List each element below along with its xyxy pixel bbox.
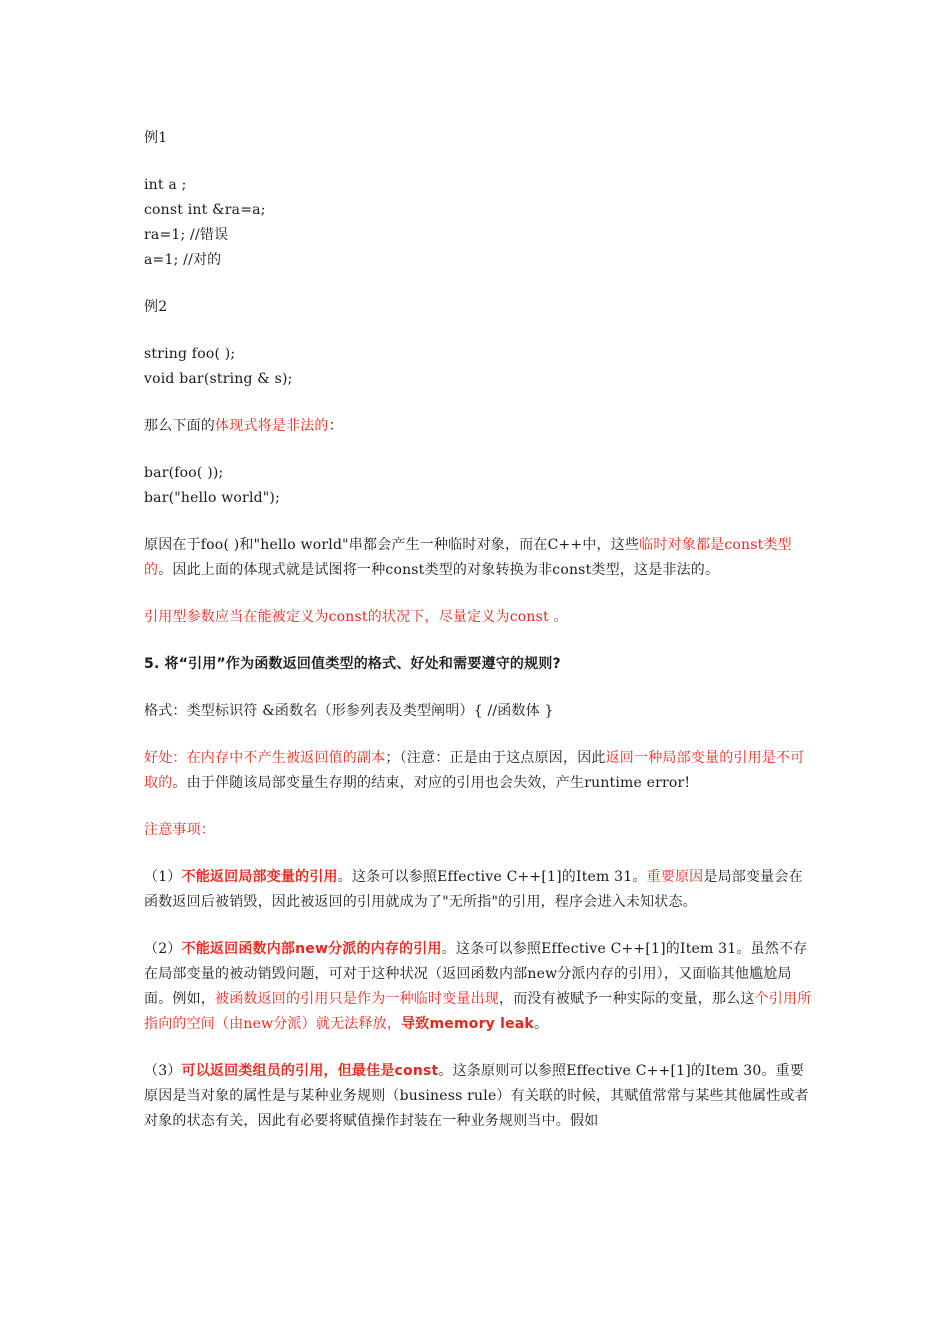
notes-label: 注意事项：: [144, 822, 215, 838]
highlight-text: 个引用所指向的空间（由new分派）就无法释放，: [144, 991, 812, 1032]
item-number: （1）: [144, 869, 182, 885]
text-span: 。这条可以参照Effective C++[1]的Item 31。虽然不存在局部变量的被动销毁问题，可对于这种状况（返回函数内部new分派内存的引用），又面临其他尴尬局面。例如，: [144, 941, 808, 1007]
code-line: a=1; //对的: [144, 252, 222, 268]
note-item-2: [144, 937, 812, 1037]
illegal-intro: [144, 414, 812, 439]
text-span: 。因此上面的体现式就是试图将一种const类型的对象转换为非const类型，这是非法的。: [158, 562, 720, 578]
text-span: ：: [328, 418, 343, 434]
code-line: bar("hello world");: [144, 490, 281, 506]
illegal-code: [144, 461, 812, 511]
text-span: ；（注意：正是由于这点原因，因此: [385, 750, 606, 766]
example2-code: [144, 342, 812, 392]
example1-code: [144, 173, 812, 273]
text-span: 那么下面的: [144, 418, 215, 434]
highlight-text: 重要原因: [646, 869, 704, 885]
bold-highlight: 不能返回局部变量的引用: [181, 869, 338, 885]
example1-label: 例1: [144, 130, 168, 146]
text-span: 。: [533, 1016, 549, 1032]
document-page: [144, 126, 812, 1156]
bold-highlight: 导致memory leak: [401, 1016, 534, 1032]
item-number: （3）: [144, 1063, 182, 1079]
reason-paragraph: [144, 533, 812, 583]
highlight-text: 临时对象都是const类型的: [144, 537, 792, 578]
section-heading: 5. 将“引用”作为函数返回值类型的格式、好处和需要遵守的规则?: [144, 656, 561, 672]
text-span: 。这条原则可以参照Effective C++[1]的Item 30。重要原因是当对象的属性是与某种业务规则（business rule）有关联的时候，其赋值常常与某些其他属性或者对象的状态有关，因此有必要将赋值操作封装在一种业务规则当中。假如: [144, 1063, 809, 1129]
bold-highlight: 不能返回函数内部new分派的内存的引用: [181, 941, 442, 957]
text-span: ，而没有被赋予一种实际的变量，那么这: [499, 991, 755, 1007]
item-number: （2）: [144, 941, 182, 957]
code-line: void bar(string & s);: [144, 371, 293, 387]
bold-highlight: 可以返回类组员的引用，但最佳是const: [181, 1063, 439, 1079]
text-span: 原因在于foo( )和"hello world"串都会产生一种临时对象，而在C++中，这些: [144, 537, 640, 553]
highlight-text: 体现式将是非法的: [215, 418, 329, 434]
highlight-text: 返回一种局部变量的引用是不可取的: [144, 750, 805, 791]
highlight-text: 被函数返回的引用只是作为一种临时变量出现: [215, 991, 499, 1007]
note-item-3: [144, 1059, 812, 1134]
code-line: string foo( );: [144, 346, 236, 362]
format-line: 格式：类型标识符 &函数名（形参列表及类型阐明）{ //函数体 }: [144, 703, 554, 719]
code-line: const int &ra=a;: [144, 202, 266, 218]
code-line: bar(foo( ));: [144, 465, 224, 481]
note-item-1: [144, 865, 812, 915]
text-span: 是局部变量会在函数返回后被销毁，因此被返回的引用就成为了"无所指"的引用，程序会进入未知状态。: [144, 869, 803, 910]
benefit-paragraph: [144, 746, 812, 796]
code-line: int a ;: [144, 177, 187, 193]
example2-label: 例2: [144, 299, 168, 315]
ref-param-note: 引用型参数应当在能被定义为const的状况下，尽量定义为const 。: [144, 609, 568, 625]
highlight-text: 好处：在内存中不产生被返回值的副本: [144, 750, 386, 766]
code-line: ra=1; //错误: [144, 227, 229, 243]
text-span: 。由于伴随该局部变量生存期的结束，对应的引用也会失效，产生runtime error!: [172, 775, 691, 791]
text-span: 。这条可以参照Effective C++[1]的Item 31。: [337, 869, 647, 885]
